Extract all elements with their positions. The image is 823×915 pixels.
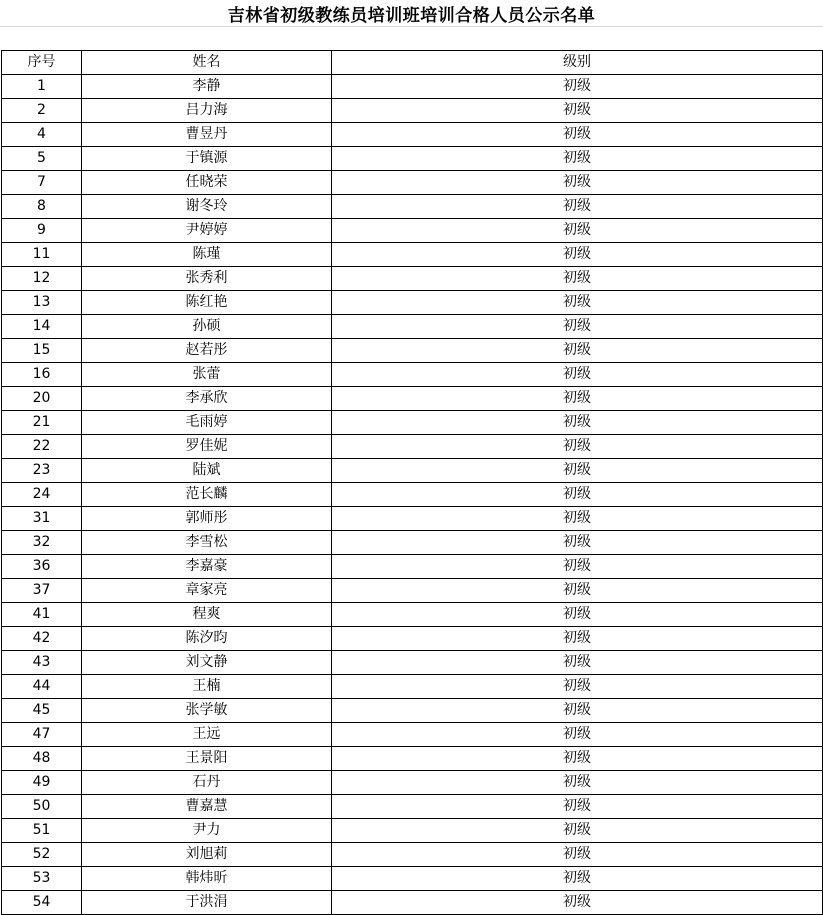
- table-row: [2, 699, 823, 723]
- cell-name: 谢冬玲: [82, 195, 332, 219]
- cell-name: 陈瑾: [82, 243, 332, 267]
- cell-level: 初级: [332, 411, 823, 435]
- cell-name: 任晓荣: [82, 171, 332, 195]
- table-row: [2, 531, 823, 555]
- cell-number: 24: [2, 483, 82, 507]
- cell-number: 47: [2, 723, 82, 747]
- cell-name: 刘文静: [82, 651, 332, 675]
- header-name: 姓名: [82, 51, 332, 75]
- cell-level: 初级: [332, 699, 823, 723]
- table-row: [2, 195, 823, 219]
- table-row: [2, 867, 823, 891]
- cell-level: 初级: [332, 291, 823, 315]
- table-row: [2, 339, 823, 363]
- table-row: [2, 459, 823, 483]
- cell-level: 初级: [332, 459, 823, 483]
- cell-name: 李承欣: [82, 387, 332, 411]
- cell-level: 初级: [332, 891, 823, 915]
- table-row: [2, 795, 823, 819]
- cell-number: 13: [2, 291, 82, 315]
- cell-number: 42: [2, 627, 82, 651]
- table-row: [2, 123, 823, 147]
- cell-level: 初级: [332, 483, 823, 507]
- cell-name: 赵若彤: [82, 339, 332, 363]
- table-row: [2, 627, 823, 651]
- cell-level: 初级: [332, 363, 823, 387]
- table-row: [2, 483, 823, 507]
- table-row: [2, 723, 823, 747]
- table-row: [2, 507, 823, 531]
- cell-level: 初级: [332, 867, 823, 891]
- cell-level: 初级: [332, 819, 823, 843]
- cell-name: 王远: [82, 723, 332, 747]
- cell-number: 21: [2, 411, 82, 435]
- cell-name: 张秀利: [82, 267, 332, 291]
- table-row: [2, 243, 823, 267]
- cell-level: 初级: [332, 219, 823, 243]
- table-row: [2, 435, 823, 459]
- cell-level: 初级: [332, 795, 823, 819]
- table-row: [2, 363, 823, 387]
- header-row: [2, 51, 823, 75]
- cell-number: 36: [2, 555, 82, 579]
- cell-level: 初级: [332, 507, 823, 531]
- cell-number: 1: [2, 75, 82, 99]
- cell-number: 2: [2, 99, 82, 123]
- cell-number: 37: [2, 579, 82, 603]
- cell-number: 16: [2, 363, 82, 387]
- header-number: 序号: [2, 51, 82, 75]
- cell-number: 7: [2, 171, 82, 195]
- table-row: [2, 411, 823, 435]
- cell-name: 毛雨婷: [82, 411, 332, 435]
- cell-name: 孙硕: [82, 315, 332, 339]
- cell-level: 初级: [332, 603, 823, 627]
- cell-name: 尹力: [82, 819, 332, 843]
- header-level: 级别: [332, 51, 823, 75]
- cell-name: 李嘉豪: [82, 555, 332, 579]
- cell-level: 初级: [332, 723, 823, 747]
- cell-number: 20: [2, 387, 82, 411]
- table-row: [2, 819, 823, 843]
- cell-number: 9: [2, 219, 82, 243]
- cell-name: 曹昱丹: [82, 123, 332, 147]
- cell-name: 王楠: [82, 675, 332, 699]
- cell-level: 初级: [332, 651, 823, 675]
- cell-name: 于镇源: [82, 147, 332, 171]
- cell-level: 初级: [332, 75, 823, 99]
- cell-name: 李雪松: [82, 531, 332, 555]
- cell-level: 初级: [332, 555, 823, 579]
- table-row: [2, 651, 823, 675]
- cell-number: 45: [2, 699, 82, 723]
- cell-name: 曹嘉慧: [82, 795, 332, 819]
- table-row: [2, 171, 823, 195]
- page-title: 吉林省初级教练员培训班培训合格人员公示名单: [227, 5, 596, 26]
- table-row: [2, 603, 823, 627]
- table-row: [2, 75, 823, 99]
- cell-name: 尹婷婷: [82, 219, 332, 243]
- cell-name: 罗佳妮: [82, 435, 332, 459]
- cell-name: 张学敏: [82, 699, 332, 723]
- cell-level: 初级: [332, 675, 823, 699]
- cell-name: 王景阳: [82, 747, 332, 771]
- cell-level: 初级: [332, 99, 823, 123]
- table-row: [2, 99, 823, 123]
- cell-number: 5: [2, 147, 82, 171]
- cell-name: 李静: [82, 75, 332, 99]
- cell-number: 31: [2, 507, 82, 531]
- table-row: [2, 387, 823, 411]
- cell-number: 14: [2, 315, 82, 339]
- table-row: [2, 291, 823, 315]
- cell-name: 陈红艳: [82, 291, 332, 315]
- cell-name: 范长麟: [82, 483, 332, 507]
- table-row: [2, 843, 823, 867]
- table-row: [2, 891, 823, 915]
- cell-name: 郭师彤: [82, 507, 332, 531]
- cell-number: 51: [2, 819, 82, 843]
- cell-name: 刘旭莉: [82, 843, 332, 867]
- cell-number: 48: [2, 747, 82, 771]
- cell-level: 初级: [332, 123, 823, 147]
- cell-level: 初级: [332, 147, 823, 171]
- cell-number: 32: [2, 531, 82, 555]
- cell-level: 初级: [332, 195, 823, 219]
- cell-level: 初级: [332, 243, 823, 267]
- cell-name: 程爽: [82, 603, 332, 627]
- cell-name: 于洪涓: [82, 891, 332, 915]
- cell-name: 陆斌: [82, 459, 332, 483]
- cell-number: 54: [2, 891, 82, 915]
- cell-level: 初级: [332, 747, 823, 771]
- cell-level: 初级: [332, 171, 823, 195]
- table-row: [2, 315, 823, 339]
- cell-number: 41: [2, 603, 82, 627]
- cell-number: 12: [2, 267, 82, 291]
- cell-number: 50: [2, 795, 82, 819]
- cell-level: 初级: [332, 315, 823, 339]
- cell-number: 11: [2, 243, 82, 267]
- cell-level: 初级: [332, 531, 823, 555]
- cell-name: 张蕾: [82, 363, 332, 387]
- cell-level: 初级: [332, 579, 823, 603]
- table-row: [2, 555, 823, 579]
- cell-name: 韩炜昕: [82, 867, 332, 891]
- roster-table: [1, 50, 823, 915]
- table-row: [2, 579, 823, 603]
- cell-level: 初级: [332, 387, 823, 411]
- cell-level: 初级: [332, 339, 823, 363]
- cell-number: 15: [2, 339, 82, 363]
- cell-number: 43: [2, 651, 82, 675]
- table-row: [2, 747, 823, 771]
- table-row: [2, 219, 823, 243]
- cell-number: 4: [2, 123, 82, 147]
- cell-level: 初级: [332, 843, 823, 867]
- cell-number: 53: [2, 867, 82, 891]
- cell-name: 石丹: [82, 771, 332, 795]
- cell-number: 22: [2, 435, 82, 459]
- table-row: [2, 267, 823, 291]
- cell-number: 23: [2, 459, 82, 483]
- blank-spacer-row: [0, 26, 823, 50]
- cell-number: 49: [2, 771, 82, 795]
- table-row: [2, 771, 823, 795]
- cell-number: 44: [2, 675, 82, 699]
- cell-number: 8: [2, 195, 82, 219]
- cell-number: 52: [2, 843, 82, 867]
- cell-level: 初级: [332, 771, 823, 795]
- cell-level: 初级: [332, 267, 823, 291]
- cell-name: 陈汐昀: [82, 627, 332, 651]
- cell-level: 初级: [332, 435, 823, 459]
- cell-level: 初级: [332, 627, 823, 651]
- cell-name: 章家亮: [82, 579, 332, 603]
- cell-name: 吕力海: [82, 99, 332, 123]
- table-row: [2, 147, 823, 171]
- table-row: [2, 675, 823, 699]
